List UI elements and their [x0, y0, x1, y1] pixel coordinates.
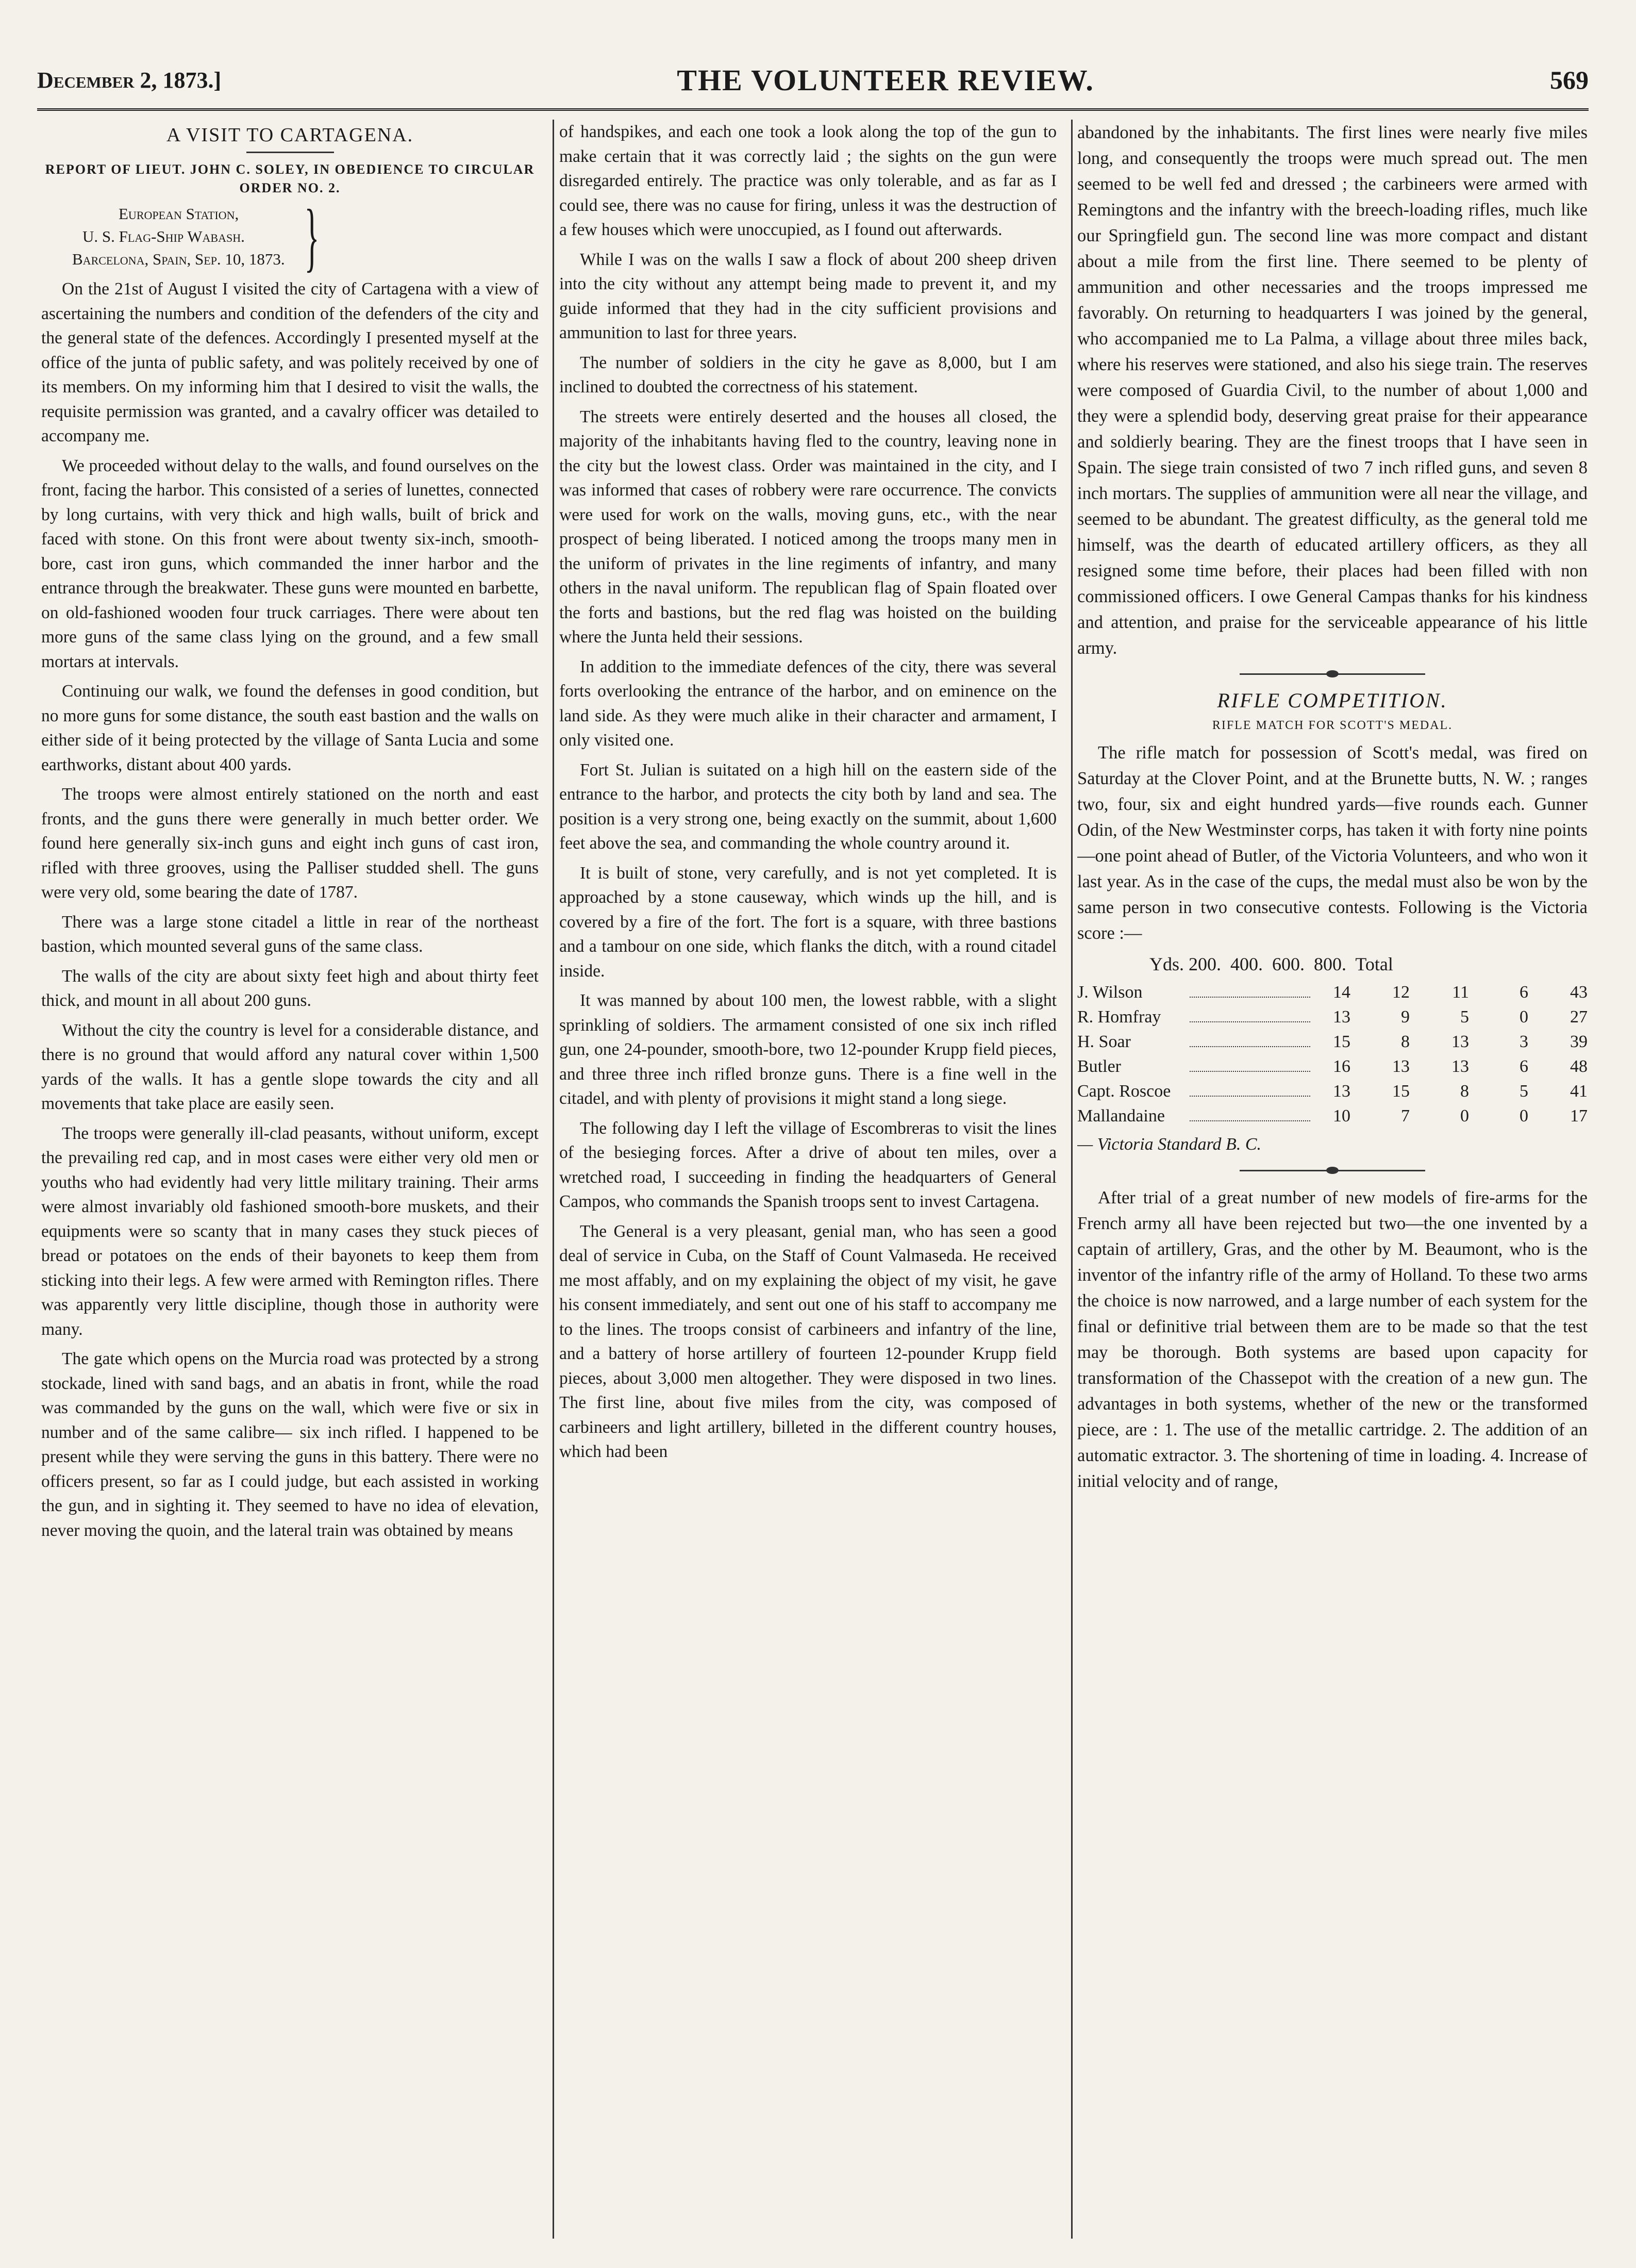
score-cell: 0 [1520, 1106, 1528, 1125]
paragraph: The number of soldiers in the city he gave as 8,000, but I am inclined to doubted the correctness of his statement. [559, 353, 1057, 396]
paragraph: On the 21st of August I visited the city of Cartagena with a view of ascertaining the numbers and condition of the defenders of the city and the general state of the defences. Accordingly I presented myself at the office of the junta of public safety, and was politely received by one of its members. On my informing him that I desired to visit the walls, the requisite permission was granted, and a cavalry officer was detailed to accompany me. [41, 279, 539, 445]
score-cell: 13 [1451, 1057, 1469, 1076]
table-row [1077, 980, 1588, 1005]
paragraph: The troops were generally ill-clad peasants, without uniform, except the prevailing red cap, and in most cases were either very old men or youths who had evidently had very little military training. Their arms were almost invariably old fashioned smooth-bore muskets, and their equipments were so scanty that in many cases they stuck pieces of bread or potatoes on the ends of their bayonets to keep them from sticking into their legs. A few were armed with Remington rifles. There was apparently very little discipline, though those in authority were many. [41, 1123, 539, 1339]
article-subhead: REPORT OF LIEUT. JOHN C. SOLEY, IN OBEDIENCE TO CIRCULAR ORDER NO. 2. [45, 162, 535, 195]
paragraph: It is built of stone, very carefully, and is not yet completed. It is approached by a stone causeway, which winds up the hill, and is covered by a fire of the fort. The fort is a square, with three bastions and a tambour on one side, which flanks the ditch, with a round citadel inside. [559, 863, 1057, 981]
total-cell: 39 [1570, 1032, 1588, 1051]
article-subhead: RIFLE MATCH FOR SCOTT'S MEDAL. [1212, 719, 1453, 732]
total-cell: 27 [1570, 1007, 1588, 1027]
score-cell: 11 [1452, 983, 1469, 1002]
score-cell: 10 [1333, 1106, 1350, 1125]
paragraph: It was manned by about 100 men, the lowest rabble, with a slight sprinkling of soldiers. The armament consisted of one six inch rifled gun, one 24-pounder, smooth-bore, two 12-pounder Krupp field pieces, and three three inch rifled bronze guns. There is a fine well in the citadel, and with plenty of provisions it might stand a long siege. [559, 991, 1057, 1108]
paragraph: The following day I left the village of Escombreras to visit the lines of the besieging forces. After a drive of about ten miles, over a wretched road, I succeeding in finding the headquarters of General Campos, who commands the Spanish troops sent to invest Cartagena. [559, 1118, 1057, 1211]
paragraph: The streets were entirely deserted and the houses all closed, the majority of the inhabitants having fled to the country, leaving none in the city but the lowest class. Order was maintained in the city, and I was informed that cases of robbery were rare occurrence. The convicts were used for work on the walls, moving guns, etc., with the near prospect of being liberated. I noticed among the troops many men in the uniform of privates in the line regiments of infantry, and many others in the naval uniform. The republican flag of Spain floated over the forts and bastions, but the red flag was hoisted on the building where the Junta held their sessions. [559, 407, 1057, 647]
table-row [1077, 1054, 1588, 1079]
paragraph: We proceeded without delay to the walls, and found ourselves on the front, facing the harbor. This consisted of a series of lunettes, connected by long curtains, with very thick and high walls, built of brick and faced with stone. On this front were about twenty six-inch, smooth-bore, cast iron guns, which commanded the inner harbor and the entrance through the breakwater. These guns were mounted en barbette, on old-fashioned wooden four truck carriages. There were about ten more guns of the same class lying on the ground, and a few small mortars at intervals. [41, 456, 539, 671]
column-rule [1071, 120, 1073, 2239]
shooter-name: R. Homfray [1077, 1007, 1161, 1027]
score-cell: 5 [1520, 1082, 1528, 1101]
page-header [37, 52, 1589, 111]
dateline-station: European Station, [119, 205, 239, 223]
article-source: — Victoria Standard B. C. [1077, 1135, 1261, 1154]
score-cell: 0 [1460, 1106, 1469, 1125]
score-table-header: Yds. 200. 400. 600. 800. Total [1149, 954, 1393, 974]
page-number: 569 [1550, 65, 1589, 94]
score-cell: 8 [1460, 1082, 1469, 1101]
score-cell: 7 [1401, 1106, 1410, 1125]
section-divider [1240, 1170, 1425, 1171]
score-cell: 13 [1392, 1057, 1410, 1076]
paragraph: Without the city the country is level for a considerable distance, and there is no ground that would afford any natural cover within 1,500 yards of the walls. It has a gentle slope towards the city and all movements that take place are easily seen. [41, 1020, 539, 1113]
shooter-name: J. Wilson [1077, 983, 1143, 1002]
shooter-name: Butler [1077, 1057, 1121, 1076]
total-cell: 43 [1570, 983, 1588, 1002]
shooter-name: Capt. Roscoe [1077, 1082, 1171, 1101]
score-cell: 6 [1520, 1057, 1528, 1076]
column-2 [559, 120, 1057, 2249]
score-cell: 3 [1520, 1032, 1528, 1051]
paragraph: Continuing our walk, we found the defenses in good condition, but no more guns for some distance, the south east bastion and the walls on either side of it being protected by the village of Santa Lucia and some earthworks, distant about 400 yards. [41, 682, 539, 774]
score-cell: 0 [1520, 1007, 1528, 1027]
score-cell: 13 [1333, 1007, 1350, 1027]
total-cell: 17 [1570, 1106, 1588, 1125]
brace-glyph: } [304, 194, 320, 279]
issue-date: December 2, 1873.] [37, 67, 222, 93]
table-row [1077, 1005, 1588, 1030]
section-divider [1240, 673, 1425, 675]
table-row [1077, 1079, 1588, 1104]
score-cell: 16 [1333, 1057, 1350, 1076]
column-3 [1077, 120, 1588, 2249]
article-title: RIFLE COMPETITION. [1217, 689, 1448, 712]
shooter-name: Mallandaine [1077, 1106, 1165, 1125]
score-cell: 5 [1460, 1007, 1469, 1027]
score-cell: 9 [1401, 1007, 1410, 1027]
total-cell: 41 [1570, 1082, 1588, 1101]
paragraph: The gate which opens on the Murcia road was protected by a strong stockade, lined with sand bags, and an abatis in front, while the road was commanded by the guns on the wall, which were five or six in number and of the same calibre— six inch rifled. I happened to be present while they were serving the guns in this battery. There were no officers present, so far as I could judge, but each assisted in working the gun, and in sighting it. They seemed to have no idea of elevation, never moving the quoin, and the lateral train was obtained by means [41, 1349, 539, 1540]
score-cell: 13 [1451, 1032, 1469, 1051]
score-cell: 15 [1392, 1082, 1410, 1101]
dateline-ship: U. S. Flag-Ship Wabash. [82, 227, 245, 245]
paragraph: The General is a very pleasant, genial man, who has seen a good deal of service in Cuba, on the Staff of Count Valmaseda. He received me most affably, and on my explaining the object of my visit, he gave his consent immediately, and sent out one of his staff to accompany me to the lines. The troops consist of carbineers and infantry of the line, and a battery of horse artillery of fourteen 12-pounder Krupp field pieces, about 3,000 men altogether. They were disposed in two lines. The first line, about five miles from the city, was composed of carbineers and light artillery, billeted in the different country houses, which had been [559, 1221, 1057, 1461]
paragraph: The walls of the city are about sixty feet high and about thirty feet thick, and mount in all about 200 guns. [41, 966, 539, 1010]
shooter-name: H. Soar [1077, 1032, 1131, 1051]
column-rule [553, 120, 554, 2239]
score-cell: 12 [1392, 983, 1410, 1002]
dateline-place: Barcelona, Spain, Sep. 10, 1873. [72, 250, 285, 268]
paragraph: While I was on the walls I saw a flock of about 200 sheep driven into the city without any attempt being made to prevent it, and my guide informed that they had in the city sufficient provisions and ammunition to last for three years. [559, 250, 1057, 342]
score-cell: 6 [1520, 983, 1528, 1002]
paragraph: The rifle match for possession of Scott's medal, was fired on Saturday at the Clover Point, and at the Brunette butts, N. W. ; ranges two, four, six and eight hundred yards—five rounds each. Gunner Odin, of the New Westminster corps, has taken it with forty nine points—one point ahead of Butler, of the Victoria Volunteers, and who won it last year. As in the case of the cups, the medal must also be won by the same person in two consecutive contests. Following is the Victoria score :— [1077, 743, 1588, 943]
article-title: A VISIT TO CARTAGENA. [166, 124, 414, 146]
dateline [57, 194, 539, 279]
total-cell: 48 [1570, 1057, 1588, 1076]
paragraph: of handspikes, and each one took a look along the top of the gun to make certain that it was correctly laid ; the sights on the gun were disregarded entirely. The practice was only tolerable, and as far as I could see, there was no cause for firing, unless it was the destruction of a few houses which were unoccupied, as I found out afterwards. [559, 122, 1057, 239]
table-row [1077, 1104, 1588, 1129]
paragraph: Fort St. Julian is suitated on a high hill on the eastern side of the entrance to the harbor, and protects the city both by land and sea. The position is a very strong one, being exactly on the summit, about 1,600 feet above the sea, and commanding the whole country around it. [559, 760, 1057, 853]
paragraph: In addition to the immediate defences of the city, there was several forts overlooking the entrance of the harbor, and on eminence on the land side. As they were much alike in their character and armament, I only visited one. [559, 657, 1057, 750]
paragraph: The troops were almost entirely stationed on the north and east fronts, and the guns there were generally in much better order. We found here generally six-inch guns and eight inch guns of cast iron, rifled with three grooves, using the Palliser studded shell. The guns were very old, some bearing the date of 1787. [41, 785, 539, 902]
paragraph: abandoned by the inhabitants. The first lines were nearly five miles long, and consequently the troops were much spread out. The men seemed to be well fed and dressed ; the carbineers were armed with Remingtons and the infantry with the breech-loading rifles, much like our Springfield gun. The second line was more compact and distant about a mile from the first line. There seemed to be plenty of ammunition and other necessaries and the troops impressed me favorably. On returning to headquarters I was joined by the general, who accompanied me to La Palma, a village about three miles back, where his reserves were stationed, and also his siege train. The reserves were composed of Guardia Civil, to the number of about 1,000 and they were a splendid body, deserving great praise for their appearance and soldierly bearing. They are the finest troops that I have seen in Spain. The siege train consisted of two 7 inch rifled guns, and seven 8 inch mortars. The supplies of ammunition were all near the village, and seemed to be abundant. The greatest difficulty, as the general told me himself, was the dearth of educated artillery officers, as they all resigned some time before, their places had been filled with non commissioned officers. I owe General Campas thanks for his kindness and attention, and praise for the serviceable appearance of his little army. [1077, 123, 1588, 658]
score-cell: 13 [1333, 1082, 1350, 1101]
masthead-title: THE VOLUNTEER REVIEW. [677, 63, 1094, 97]
score-cell: 14 [1333, 983, 1350, 1002]
score-cell: 8 [1401, 1032, 1410, 1051]
score-cell: 15 [1333, 1032, 1350, 1051]
column-1 [41, 120, 539, 2249]
score-table [1077, 980, 1588, 1129]
title-rule [246, 152, 334, 153]
table-row [1077, 1030, 1588, 1054]
paragraph: There was a large stone citadel a little in rear of the northeast bastion, which mounted several guns of the same class. [41, 912, 539, 956]
paragraph: After trial of a great number of new models of fire-arms for the French army all have been rejected but two—the one invented by a captain of artillery, Gras, and the other by M. Beaumont, who is the inventor of the infantry rifle of the army of Holland. To these two arms the choice is now narrowed, and a large number of each system for the final or definitive trial between them are to be made so that the test may be thorough. Both systems are based upon capacity for transformation of the Chassepot with the creation of a new gun. The advantages in both systems, whether of the new or the transformed piece, are : 1. The use of the metallic cartridge. 2. The addition of an automatic extractor. 3. The shortening of time in loading. 4. Increase of initial velocity and of range, [1077, 1188, 1588, 1491]
